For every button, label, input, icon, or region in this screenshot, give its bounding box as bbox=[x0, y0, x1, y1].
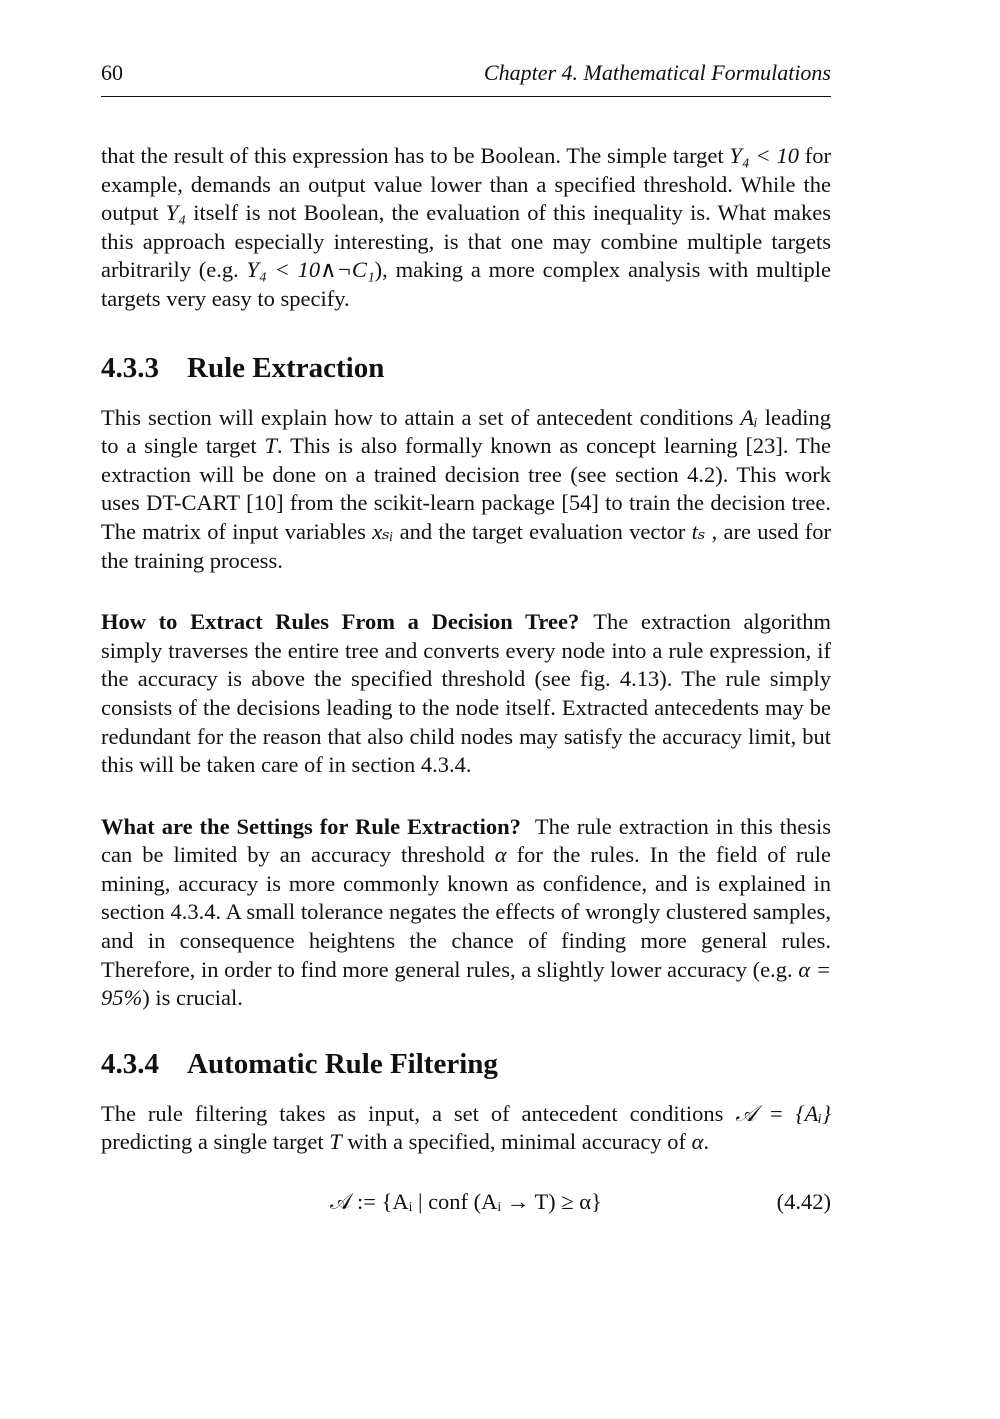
text: itself is not Boolean, the evaluation of this inequality is. What makes this approach especially interesting, is that one may combine multiple targets arbitrarily (e.g. bbox=[101, 200, 831, 283]
math-inline: T bbox=[264, 433, 278, 459]
section-title: Automatic Rule Filtering bbox=[187, 1047, 498, 1080]
section-number: 4.3.4 bbox=[101, 1047, 159, 1080]
math-inline: 𝒜 = {Aᵢ} bbox=[735, 1100, 831, 1126]
math-inline: α bbox=[494, 842, 507, 868]
text: that the result of this expression has to be Boolean. The simple target bbox=[101, 143, 730, 168]
paragraph-extraction-settings bbox=[101, 813, 831, 1013]
text: with a specified, minimal accuracy of bbox=[341, 1129, 692, 1155]
paragraph-rule-extraction-intro bbox=[101, 404, 831, 576]
math-inline: tₛ bbox=[691, 518, 706, 544]
text: . bbox=[703, 1129, 710, 1155]
text: ) is crucial. bbox=[142, 985, 243, 1011]
text: The rule filtering takes as input, a set of antecedent conditions bbox=[101, 1100, 736, 1126]
section-title: Rule Extraction bbox=[187, 351, 385, 384]
text: ), making a more complex analysis with multiple targets very easy to specify. bbox=[101, 257, 832, 311]
math-inline: xₛᵢ bbox=[372, 518, 394, 544]
text: for example, demands an output value lower than a specified threshold. While the output bbox=[101, 143, 831, 226]
display-equation bbox=[101, 1185, 831, 1219]
text: and the target evaluation vector bbox=[393, 518, 692, 544]
section-number: 4.3.3 bbox=[101, 351, 159, 384]
run-in-heading: What are the Settings for Rule Extraction? bbox=[101, 813, 521, 839]
page-number: 60 bbox=[101, 60, 123, 85]
equation-number: (4.42) bbox=[776, 1189, 831, 1215]
running-header bbox=[101, 60, 831, 97]
section-heading-rule-filtering bbox=[101, 1046, 831, 1082]
paragraph-how-to-extract bbox=[101, 608, 831, 780]
math-inline: α bbox=[691, 1129, 704, 1155]
math-inline: Y₄ < 10∧¬C₁ bbox=[246, 257, 375, 283]
math-inline: T bbox=[329, 1129, 342, 1155]
text: predicting a single target bbox=[101, 1129, 330, 1155]
text: , are used for the training process. bbox=[101, 518, 832, 573]
text: The extraction algorithm simply traverses the entire tree and converts every node into a rule expression, if the accuracy is above the specified threshold (see fig. 4.13). The rule simply consists of the decisions leading to the node itself. Extracted antecedents may be redundant for the reason that also child nodes may satisfy the accuracy limit, but this will be taken care of in section 4.3.4. bbox=[101, 609, 832, 778]
math-inline: Aᵢ bbox=[740, 404, 758, 430]
text: . This is also formally known as concept learning [23]. The extraction will be done on a trained decision tree (see section 4.2). This work uses DT-CART [10] from the scikit-learn package [54] to train the decision tree. The matrix of input variables bbox=[101, 433, 831, 544]
text: leading to a single target bbox=[101, 404, 831, 459]
text: for the rules. In the field of rule mining, accuracy is more commonly known as confidence, and is explained in section 4.3.4. A small tolerance negates the effects of wrongly clustered samples, and in consequence heightens the chance of finding more general rules. Therefore, in order to find more general rules, a slightly lower accuracy (e.g. bbox=[101, 842, 831, 982]
run-in-heading: How to Extract Rules From a Decision Tree? bbox=[101, 609, 580, 635]
text: The rule extraction in this thesis can be limited by an accuracy threshold bbox=[101, 813, 831, 868]
chapter-title: Chapter 4. Mathematical Formulations bbox=[483, 60, 831, 85]
section-heading-rule-extraction bbox=[101, 350, 831, 386]
equation-expression: 𝒜 := {Aᵢ | conf (Aᵢ → T) ≥ α} bbox=[330, 1189, 602, 1215]
page bbox=[101, 60, 831, 1219]
math-inline: Y₄ < 10 bbox=[729, 143, 799, 168]
paragraph-boolean-targets bbox=[101, 142, 831, 314]
paragraph-rule-filtering-intro bbox=[101, 1100, 831, 1157]
math-inline: α = 95% bbox=[101, 956, 832, 1011]
text: This section will explain how to attain a set of antecedent conditions bbox=[101, 404, 741, 430]
math-inline: Y₄ bbox=[165, 200, 187, 226]
